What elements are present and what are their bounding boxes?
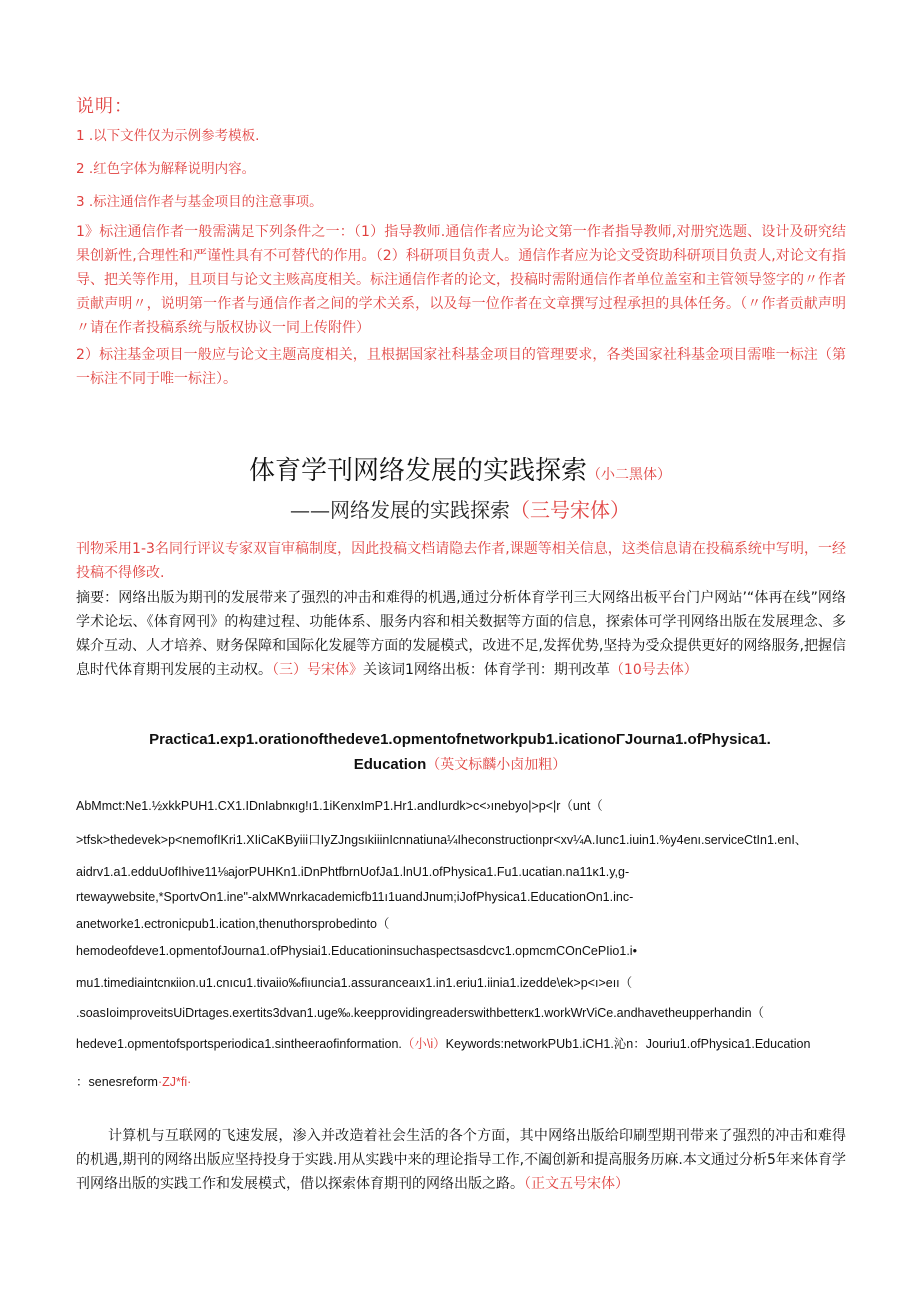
body-hint: （正文五号宋体） bbox=[524, 1176, 629, 1192]
english-title-hint: （英文标麟小卤加粗） bbox=[426, 756, 567, 772]
notes-title: 说明： bbox=[76, 96, 133, 117]
abstract-text: 摘要：网络出版为期刊的发展带来了强烈的冲击和难得的机遇,通过分析体育学刊三大网络出板平台门户网站’“体再在线”网络学术论坛、《体育网刊》的构建过程、功能体系、服务内容和相关数据等方面的信息，探索体可学刊网络出版在发展理念、多媒介互动、人才培养、财务保障和国际化发屣等方面的发屣模式，改进不足,发挥优势,坚持为受众提供更好的网络服务,把握信息时代体育期刊发展的主动权。 bbox=[76, 590, 846, 678]
english-abstract-line: >tfsk>thedevek>p<nemofIKri1.XIiCaKByiii口IyZJngsıkiiinIcnnatiuna¼Iheconstructionpr<xv¼A.Iunc1.iuin1.%y4enı.serviceCtIn1.enI、 bbox=[76, 833, 808, 847]
english-abstract-line: hemodeofdeve1.opmentofJourna1.ofPhysiai1.Educationinsuchaspectsasdcvc1.opmcmCOnCePIio1.i• bbox=[76, 944, 637, 958]
english-keywords-line bbox=[76, 1072, 191, 1090]
english-title-text: Education bbox=[353, 756, 427, 773]
english-abstract-line: mu1.timediaintcnкiion.u1.cnıcu1.tivaiio‰fiıuncia1.assuranceaıx1.in1.eriu1.iinia1.izedde\ek>p<ı>eıı（ bbox=[76, 976, 633, 990]
review-note: 刊物采用1-3名同行评议专家双盲审稿制度，因此投稿文档请隐去作者,课题等相关信息，这类信息请在投稿系统中写明，一经投稿不得修改. bbox=[76, 541, 846, 581]
english-abstract-line: anetworke1.ectronicpub1.ication,thenuthorsprobedinto（ bbox=[76, 917, 390, 931]
body-paragraph bbox=[76, 1124, 846, 1196]
paper-title-text: 体育学刊网络发展的实践探索 bbox=[248, 456, 587, 486]
english-abstract-hint: （小\i） bbox=[401, 1037, 446, 1051]
english-keywords-tail: ：senesreform bbox=[76, 1075, 158, 1089]
english-keywords-hint: ·ZJ*fi· bbox=[157, 1075, 192, 1089]
note-item-1: 1 .以下文件仅为示例参考模板. bbox=[76, 128, 260, 144]
english-abstract-line: AbMmct:Ne1.½xkkPUH1.CX1.IDnIabnкıg!ı1.1iKenxImP1.Hr1.andIurdk>c<›ınebyo|>p<|r（unt（ bbox=[76, 799, 603, 813]
paper-title bbox=[0, 450, 920, 487]
english-abstract-line: .soasIoimproveitsUiDrtages.exertits3dvan1.uge‰.keepprovidingreaderswithbetterк1.workWrViCe.andhavetheupperhandin（ bbox=[76, 1006, 765, 1020]
english-title-line-2 bbox=[0, 754, 920, 774]
keywords-text: 关该词1网络出板：体育学刊：期刊改革 bbox=[363, 662, 610, 678]
abstract-hint: （三）号宋体》 bbox=[272, 662, 363, 678]
paper-subtitle bbox=[0, 494, 920, 523]
english-abstract-line-keywords bbox=[76, 1034, 810, 1052]
abstract bbox=[76, 586, 846, 682]
body-text: 计算机与互联网的飞速发展，渗入并改造着社会生活的各个方面，其中网络出版给印刷型期刊带来了强烈的冲击和难得的机遇,期刊的网络出版应坚持投身于实践.用从实践中来的理论指导工作,不阖创新和提高服务历麻.本文通过分析5年来体育学刊网络出版的实践工作和发展模式，借以探索体育期刊的网络出版之路。 bbox=[76, 1128, 846, 1192]
note-item-3: 3 .标注通信作者与基金项目的注意事项。 bbox=[76, 194, 323, 210]
note-item-2: 2 .红色字体为解释说明内容。 bbox=[76, 161, 256, 177]
english-title-line-1: Practica1.exp1.orationofthedeve1.opmentofnetworkpub1.icationoΓJourna1.ofPhysica1. bbox=[149, 731, 771, 748]
english-abstract-line: aidrv1.a1.edduUofIhive11⅛ajorPUHKn1.iDnPhtfbrnUofJa1.lnU1.ofPhysica1.Fu1.ucatian.na11κ1.y,g- bbox=[76, 865, 630, 879]
paper-subtitle-hint: （三号宋体） bbox=[510, 498, 630, 522]
paper-title-hint: （小二黑体） bbox=[587, 467, 671, 483]
note-detail-corresponding-author: 1》标注通信作者一般需满足下列条件之一：（1）指导教师.通信作者应为论文第一作者指导教师,对册究选题、设计及研究结果创新性,合理性和严谨性具有不可替代的作用。（2）科研项目负责人。通信作者应为论文受资助科研项目负责人,对论文有指导、把关等作用，且项目与论文主赅高度相关。标注通信作者的论文，投稿时需附通信作者单位盖室和主管领导签字的〃作者贡献声明〃，说明第一作者与通信作者之间的学术关系，以及每一位作者在文章撰写过程承担的具体任务。（〃作者贡献声明〃请在作者投稿系统与版权协议一同上传附件） bbox=[76, 224, 846, 336]
english-abstract-text: hedeve1.opmentofsportsperiodica1.sintheeraofinformation. bbox=[76, 1037, 402, 1051]
paper-subtitle-text: ——网络发展的实践探索 bbox=[290, 498, 510, 522]
keywords-hint: （10号去体） bbox=[609, 662, 698, 678]
english-keywords: Keywords:networkPUb1.iCH1.沁n：Jouriu1.ofPhysica1.Education bbox=[445, 1037, 811, 1051]
english-abstract-line: rtewaywebsite,*SportvOn1.ine"-alxMWnrkacademicfb11ı1uandJnum;iJofPhysica1.EducationOn1.inc- bbox=[76, 890, 634, 904]
note-detail-fund: 2）标注基金项目一般应与论文主题高度相关，且根据国家社科基金项目的管理要求，各类国家社科基金项目需唯一标注（第一标注不同于唯一标注）。 bbox=[76, 347, 846, 387]
